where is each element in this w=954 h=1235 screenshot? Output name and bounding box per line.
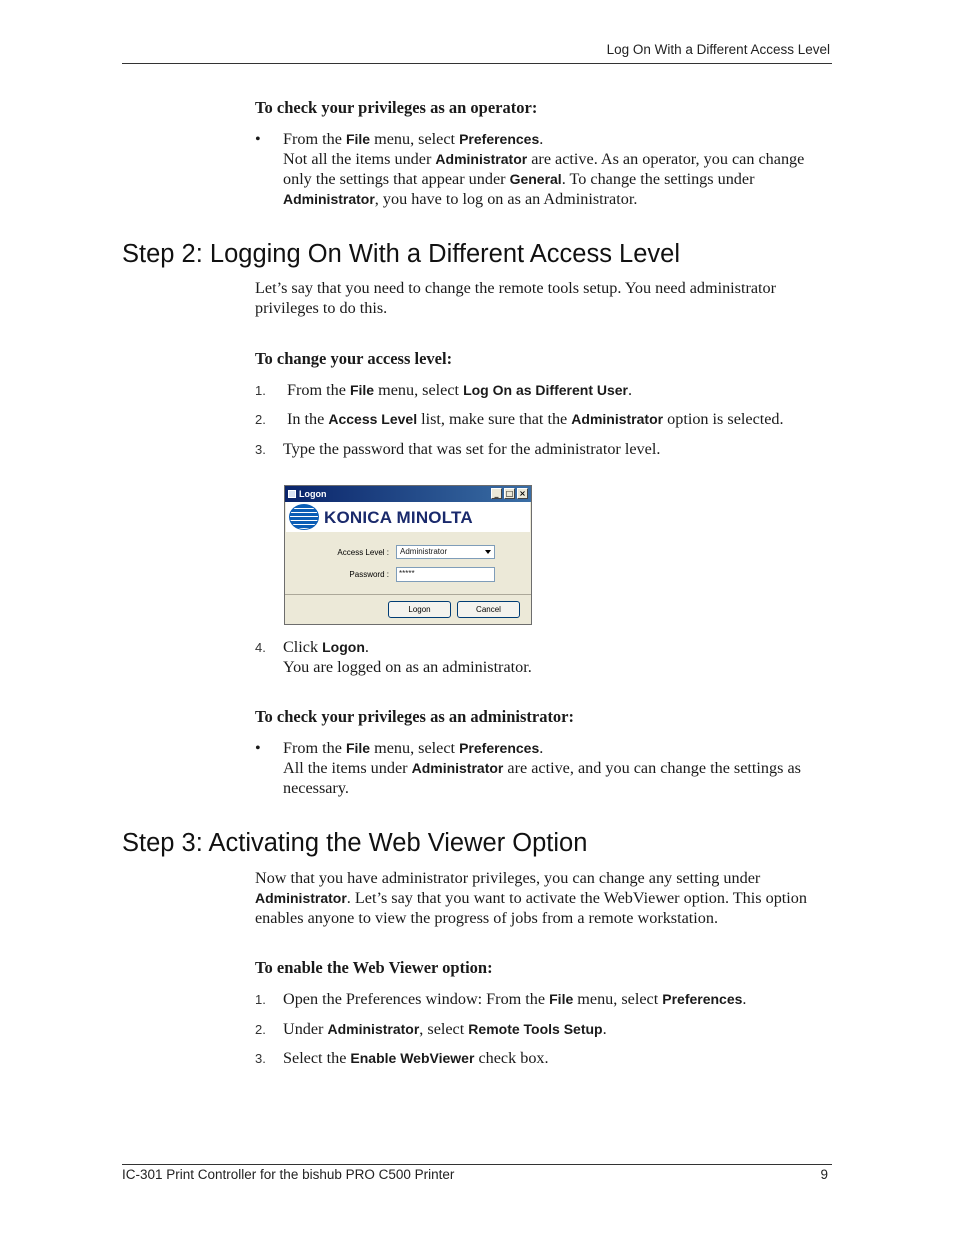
text: Now that you have administrator privileges, you can change any setting under bbox=[255, 869, 761, 887]
text: Under bbox=[283, 1020, 328, 1038]
text: . bbox=[364, 638, 369, 656]
step-number: 2. bbox=[255, 412, 266, 427]
step-number: 2. bbox=[255, 1022, 266, 1037]
text: . bbox=[539, 130, 544, 148]
text: Click bbox=[283, 638, 323, 656]
text: From the bbox=[283, 739, 346, 757]
text: menu, select bbox=[374, 381, 464, 399]
password-input[interactable]: ***** bbox=[396, 567, 495, 582]
term-administrator: Administrator bbox=[411, 760, 504, 776]
text: Open the Preferences window: From the bbox=[283, 990, 550, 1008]
list-item-step-1 bbox=[255, 989, 835, 1009]
text: check box. bbox=[474, 1049, 549, 1067]
procedure-heading-access-level: To change your access level: bbox=[255, 349, 453, 368]
step-number: 3. bbox=[255, 442, 266, 457]
text: menu, select bbox=[370, 739, 460, 757]
logon-button[interactable]: Logon bbox=[388, 601, 451, 618]
intro-paragraph-step-3 bbox=[255, 868, 835, 928]
term-access-level: Access Level bbox=[328, 411, 418, 427]
dialog-title-bar bbox=[285, 486, 531, 502]
term-administrator: Administrator bbox=[255, 890, 347, 906]
konica-minolta-logo-icon bbox=[289, 504, 319, 530]
logon-dialog-screenshot bbox=[284, 485, 532, 625]
section-title-step-3: Step 3: Activating the Web Viewer Option bbox=[122, 829, 588, 857]
text: are active, and you can change the settings as necessary. bbox=[283, 759, 801, 797]
menu-preferences: Preferences bbox=[459, 740, 540, 756]
list-item-step-2 bbox=[255, 1019, 835, 1039]
text: option is selected. bbox=[663, 410, 784, 428]
text: , select bbox=[419, 1020, 469, 1038]
step-number: 1. bbox=[255, 992, 266, 1007]
term-remote-tools-setup: Remote Tools Setup bbox=[468, 1021, 603, 1037]
procedure-heading-administrator: To check your privileges as an administrator: bbox=[255, 707, 575, 726]
dialog-title: Logon bbox=[299, 489, 327, 499]
menu-file: File bbox=[549, 991, 574, 1007]
procedure-heading-operator: To check your privileges as an operator: bbox=[255, 98, 538, 117]
list-item-step-3 bbox=[255, 1048, 835, 1068]
menu-preferences: Preferences bbox=[662, 991, 743, 1007]
running-header: Log On With a Different Access Level bbox=[606, 42, 830, 57]
text: , you have to log on as an Administrator. bbox=[374, 190, 638, 208]
access-level-select[interactable] bbox=[396, 545, 495, 559]
minimize-icon[interactable]: _ bbox=[491, 488, 502, 499]
text: menu, select bbox=[370, 130, 460, 148]
close-icon[interactable]: × bbox=[517, 488, 528, 499]
step-note: You are logged on as an administrator. bbox=[283, 658, 532, 676]
text: menu, select bbox=[573, 990, 663, 1008]
text: are active. As an operator, you can change only the settings that appear under bbox=[283, 150, 805, 188]
page-number: 9 bbox=[820, 1167, 828, 1182]
text: From the bbox=[283, 130, 346, 148]
text: . bbox=[742, 990, 747, 1008]
text: . bbox=[628, 381, 633, 399]
menu-log-on-as-different-user: Log On as Different User bbox=[463, 382, 628, 398]
chevron-down-icon bbox=[485, 550, 491, 554]
maximize-icon[interactable]: □ bbox=[505, 489, 514, 498]
section-title-step-2: Step 2: Logging On With a Different Access Level bbox=[122, 240, 681, 268]
term-administrator: Administrator bbox=[435, 151, 528, 167]
text: Select the bbox=[283, 1049, 351, 1067]
header-rule bbox=[122, 63, 832, 64]
text: From the bbox=[287, 381, 350, 399]
brand-name: KONICA MINOLTA bbox=[324, 508, 473, 527]
brand-banner bbox=[286, 502, 530, 532]
menu-preferences: Preferences bbox=[459, 131, 540, 147]
list-item-operator-check bbox=[255, 129, 835, 209]
text: All the items under bbox=[283, 759, 412, 777]
text: . Let’s say that you want to activate the WebViewer option. This option enables anyone to view the progress of jobs from a remote workstation. bbox=[255, 889, 807, 927]
term-logon: Logon bbox=[322, 639, 365, 655]
step-number: 1. bbox=[255, 383, 266, 398]
access-level-value: Administrator bbox=[400, 547, 448, 556]
menu-file: File bbox=[345, 131, 371, 147]
step-number: 4. bbox=[255, 640, 266, 655]
procedure-heading-web-viewer: To enable the Web Viewer option: bbox=[255, 958, 493, 977]
list-item-step-4 bbox=[255, 637, 835, 677]
dialog-divider bbox=[285, 594, 531, 595]
list-item-admin-check bbox=[255, 738, 835, 798]
term-administrator: Administrator bbox=[571, 411, 664, 427]
text: . To change the settings under bbox=[561, 170, 755, 188]
term-administrator: Administrator bbox=[327, 1021, 420, 1037]
cancel-button[interactable]: Cancel bbox=[457, 601, 520, 618]
password-label: Password : bbox=[349, 570, 389, 579]
intro-paragraph-step-2: Let’s say that you need to change the remote tools setup. You need administrator privileges to do this. bbox=[255, 279, 777, 317]
access-level-label: Access Level : bbox=[337, 548, 389, 557]
text: . bbox=[539, 739, 544, 757]
footer-rule bbox=[122, 1164, 832, 1165]
text: list, make sure that the bbox=[417, 410, 572, 428]
step-number: 3. bbox=[255, 1051, 266, 1066]
window-icon bbox=[288, 490, 296, 498]
list-item-step-1 bbox=[255, 380, 835, 400]
term-administrator: Administrator bbox=[283, 191, 375, 207]
footer-product: IC-301 Print Controller for the bishub PRO C500 Printer bbox=[122, 1167, 455, 1182]
text: . bbox=[602, 1020, 607, 1038]
text: Type the password that was set for the administrator level. bbox=[283, 440, 661, 458]
text: In the bbox=[287, 410, 329, 428]
menu-file: File bbox=[349, 382, 375, 398]
bullet: • bbox=[255, 130, 261, 148]
list-item-step-3 bbox=[255, 439, 835, 459]
bullet: • bbox=[255, 739, 261, 757]
term-general: General bbox=[509, 171, 562, 187]
menu-file: File bbox=[345, 740, 371, 756]
text: Not all the items under bbox=[283, 150, 436, 168]
term-enable-webviewer: Enable WebViewer bbox=[350, 1050, 475, 1066]
list-item-step-2 bbox=[255, 409, 835, 429]
